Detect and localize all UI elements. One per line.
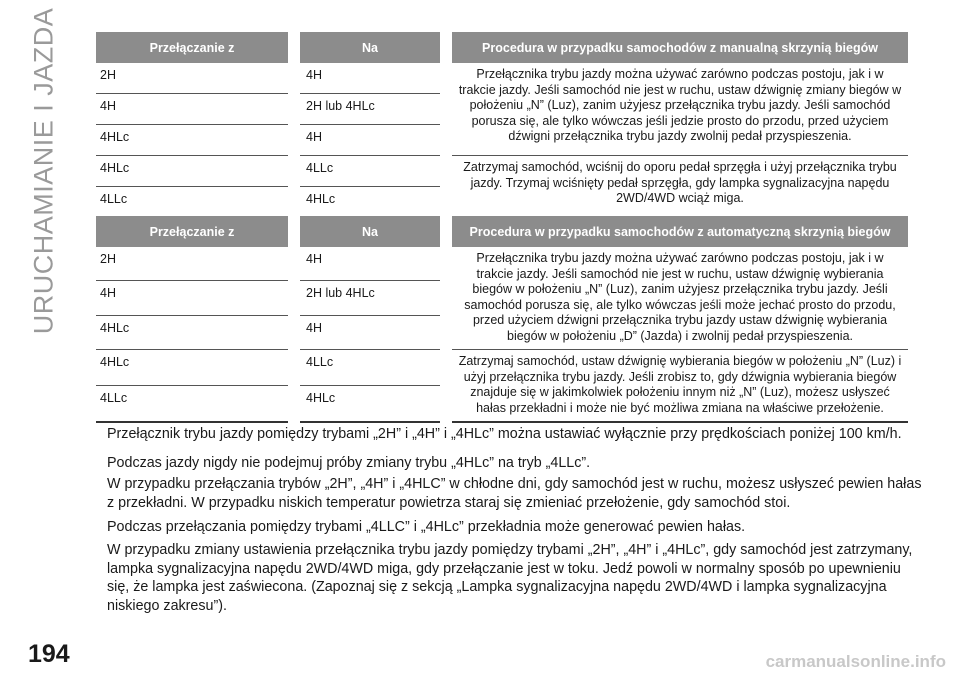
cell-to: 4HLc <box>300 187 440 219</box>
page-number: 194 <box>28 640 70 668</box>
cell-to: 4H <box>300 316 440 350</box>
header-from: Przełączanie z <box>96 216 288 247</box>
table-row <box>96 247 908 281</box>
table-row <box>96 350 908 386</box>
cell-from: 4LLc <box>96 187 288 219</box>
cell-from: 4HLc <box>96 350 288 386</box>
cell-from: 4HLc <box>96 156 288 187</box>
automatic-transmission-table <box>96 216 908 423</box>
cell-from: 4LLc <box>96 386 288 423</box>
cell-from: 4HLc <box>96 316 288 350</box>
cell-to: 2H lub 4HLc <box>300 94 440 125</box>
cell-from: 4H <box>96 94 288 125</box>
body-paragraph: W przypadku przełączania trybów „2H”, „4H” i „4HLC” w chłodne dni, gdy samochód jest w ruchu, możesz usłyszeć pewien hałas z przekładni. W przypadku niskich temperatur powietrza staraj się zmieniać przełożenie, gdy samochód stoi. <box>107 476 922 511</box>
cell-to: 4LLc <box>300 350 440 386</box>
procedure-text: Przełącznika trybu jazdy można używać zarówno podczas postoju, jak i w trakcie jazdy. Jeśli samochód nie jest w ruchu, ustaw dźwignię wybierania biegów w położeniu „N” (Luz), zanim użyjesz przełącznika trybu jazdy. Jeśli samochód porusza się, ale tylko wówczas jeśli może jechać prosto do przodu, przed użyciem dźwigni przełącznika trybu jazdy ustaw dźwignię wybierania biegów w położeniu „D” (Jazda) i zwolnij pedał przyspieszenia. <box>452 247 908 350</box>
cell-from: 2H <box>96 63 288 94</box>
procedure-text: Zatrzymaj samochód, wciśnij do oporu pedał sprzęgła i użyj przełącznika trybu jazdy. Trzymaj wciśnięty pedał sprzęgła, gdy lampka sygnalizacyjna napędu 2WD/4WD wciąż miga. <box>452 156 908 219</box>
cell-to: 4LLc <box>300 156 440 187</box>
table-row <box>96 63 908 94</box>
table-row <box>96 156 908 187</box>
cell-from: 4H <box>96 281 288 315</box>
body-paragraph: Przełącznik trybu jazdy pomiędzy trybami „2H” i „4H” i „4HLc” można ustawiać wyłącznie przy prędkościach poniżej 100 km/h. <box>107 426 902 442</box>
procedure-text: Zatrzymaj samochód, ustaw dźwignię wybierania biegów w położeniu „N” (Luz) i użyj przełącznika trybu jazdy. Jeśli zrobisz to, gdy dźwignia wybierania biegów znajduje się w jakimkolwiek położeniu innym niż „N” (Luz), możesz usłyszeć hałas przekładni i może nie być możliwa zmiana na właściwe przełożenie. <box>452 350 908 423</box>
header-procedure: Procedura w przypadku samochodów z automatyczną skrzynią biegów <box>452 216 908 247</box>
manual-transmission-table <box>96 32 908 219</box>
body-paragraph: Podczas jazdy nigdy nie podejmuj próby zmiany trybu „4HLc” na tryb „4LLc”. <box>107 455 591 471</box>
cell-to: 4HLc <box>300 386 440 423</box>
watermark-text: carmanualsonline.info <box>765 652 946 671</box>
header-to: Na <box>300 32 440 63</box>
body-paragraph: W przypadku zmiany ustawienia przełącznika trybu jazdy pomiędzy trybami „2H”, „4H” i „4HLc”, gdy samochód jest zatrzymany, lampka sygnalizacyjna napędu 2WD/4WD miga, gdy przełączanie jest w toku. Jedź powoli w normalny sposób po upewnieniu się, że lampka jest zaświecona. (Zapoznaj się z sekcją „Lampka sygnalizacyjna napędu 2WD/4WD i lampka sygnalizacyjna niskiego zakresu”). <box>107 542 913 614</box>
header-from: Przełączanie z <box>96 32 288 63</box>
section-title-text: URUCHAMIANIE I JAZDA <box>28 7 59 335</box>
cell-from: 2H <box>96 247 288 281</box>
cell-to: 4H <box>300 63 440 94</box>
cell-to: 4H <box>300 247 440 281</box>
section-title <box>14 7 74 335</box>
header-procedure: Procedura w przypadku samochodów z manualną skrzynią biegów <box>452 32 908 63</box>
cell-to: 4H <box>300 125 440 156</box>
header-to: Na <box>300 216 440 247</box>
cell-from: 4HLc <box>96 125 288 156</box>
cell-to: 2H lub 4HLc <box>300 281 440 315</box>
body-paragraph: Podczas przełączania pomiędzy trybami „4LLC” i „4HLc” przekładnia może generować pewien hałas. <box>107 519 746 535</box>
procedure-text: Przełącznika trybu jazdy można używać zarówno podczas postoju, jak i w trakcie jazdy. Jeśli samochód nie jest w ruchu, ustaw dźwignię zmiany biegów w położeniu „N” (Luz), zanim użyjesz przełącznika trybu jazdy. Jeśli samochód porusza się, ale tylko wówczas jeśli jedzie prosto do przodu, przed użyciem dźwigni przełącznika trybu jazdy zwolnij pedał przyspieszenia. <box>452 63 908 156</box>
